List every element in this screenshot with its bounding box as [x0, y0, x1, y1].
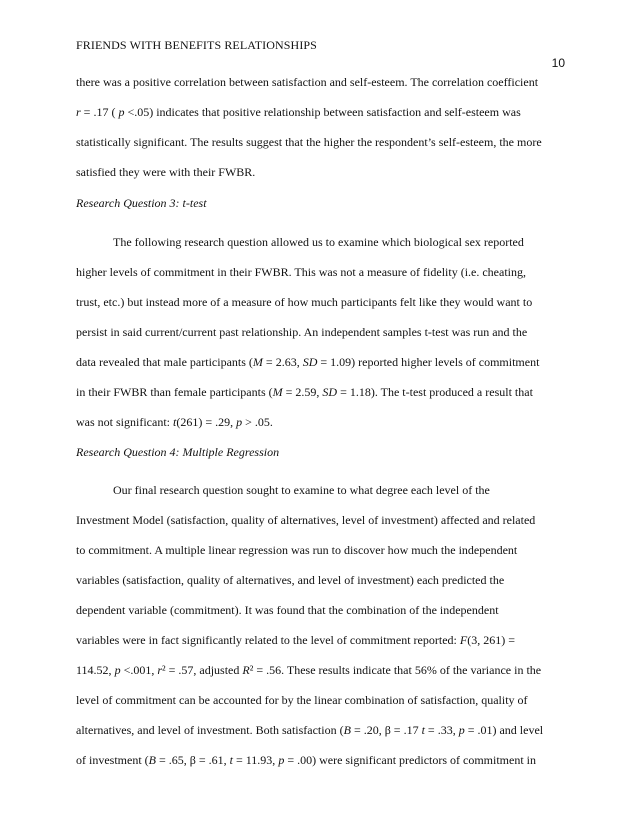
- italic-symbol: p: [114, 663, 121, 677]
- italic-symbol: p: [236, 415, 243, 429]
- text-run: = 1.09) reported higher levels of commitment: [317, 355, 540, 369]
- text-run: <.001,: [120, 663, 158, 677]
- section-heading: Research Question 3: t-test: [76, 196, 207, 210]
- text-run: = 1.18). The t-test produced a result that: [337, 385, 533, 399]
- italic-symbol: M: [272, 385, 283, 399]
- text-run: ² = .57, adjusted: [162, 663, 243, 677]
- text-run: <.05) indicates that positive relationship between satisfaction and self-esteem was: [124, 105, 521, 119]
- text-run: = .20, β = .17: [350, 723, 422, 737]
- text-run: (261) = .29,: [176, 415, 237, 429]
- text-run: = .17 (: [80, 105, 119, 119]
- italic-symbol: SD: [302, 355, 318, 369]
- text-run: ² = .56. These results indicate that 56% of the variance in the: [249, 663, 542, 677]
- text-run: = 2.63,: [262, 355, 303, 369]
- text-run: = .00) were significant predictors of commitment in: [284, 753, 537, 767]
- text-line: variables (satisfaction, quality of alternatives, and level of investment) each predicted the: [76, 573, 505, 587]
- text-run: = 11.93,: [232, 753, 279, 767]
- running-head: FRIENDS WITH BENEFITS RELATIONSHIPS: [76, 38, 317, 52]
- text-line: [76, 355, 566, 369]
- text-line: satisfied they were with their FWBR.: [76, 165, 256, 179]
- italic-symbol: SD: [322, 385, 338, 399]
- italic-symbol: t: [172, 415, 177, 429]
- text-line: [76, 105, 566, 119]
- italic-symbol: M: [252, 355, 263, 369]
- italic-symbol: R: [242, 663, 250, 677]
- italic-symbol: p: [278, 753, 285, 767]
- italic-symbol: r: [76, 105, 81, 119]
- text-line: [76, 663, 566, 677]
- text-run: = .65, β = .61,: [156, 753, 230, 767]
- italic-symbol: p: [118, 105, 125, 119]
- text-run: was not significant:: [76, 415, 173, 429]
- text-line: [76, 633, 566, 647]
- text-run: of investment (: [76, 753, 149, 767]
- text-run: 114.52,: [76, 663, 115, 677]
- text-line: statistically significant. The results suggest that the higher the respondent’s self-esteem, the more: [76, 135, 542, 149]
- text-line: Investment Model (satisfaction, quality of alternatives, level of investment) affected and related: [76, 513, 536, 527]
- text-line: [76, 415, 566, 429]
- text-line: higher levels of commitment in their FWBR. This was not a measure of fidelity (i.e. cheating,: [76, 265, 527, 279]
- text-line: there was a positive correlation between satisfaction and self-esteem. The correlation coefficient: [76, 75, 539, 89]
- italic-symbol: p: [458, 723, 465, 737]
- text-run: = 2.59,: [282, 385, 323, 399]
- text-line: persist in said current/current past relationship. An independent samples t-test was run and the: [76, 325, 528, 339]
- text-line: Our final research question sought to examine to what degree each level of the: [113, 483, 490, 497]
- italic-symbol: t: [229, 753, 233, 767]
- text-run: variables were in fact significantly related to the level of commitment reported:: [76, 633, 460, 647]
- text-run: alternatives, and level of investment. Both satisfaction (: [76, 723, 344, 737]
- text-line: [76, 723, 566, 737]
- italic-symbol: t: [421, 723, 425, 737]
- italic-symbol: B: [343, 723, 351, 737]
- text-line: [76, 385, 566, 399]
- text-line: trust, etc.) but instead more of a measure of how much participants felt like they would want to: [76, 295, 533, 309]
- section-heading: Research Question 4: Multiple Regression: [76, 445, 280, 459]
- text-line: dependent variable (commitment). It was found that the combination of the independent: [76, 603, 499, 617]
- text-run: > .05.: [242, 415, 273, 429]
- italic-symbol: r: [157, 663, 163, 677]
- text-line: [76, 753, 566, 767]
- italic-symbol: F: [459, 633, 468, 647]
- italic-symbol: B: [148, 753, 156, 767]
- text-run: = .33,: [424, 723, 459, 737]
- page-number: 10: [551, 56, 565, 70]
- text-run: in their FWBR than female participants (: [76, 385, 273, 399]
- text-run: (3, 261) =: [467, 633, 515, 647]
- text-run: data revealed that male participants (: [76, 355, 253, 369]
- text-line: The following research question allowed us to examine which biological sex reported: [113, 235, 524, 249]
- text-run: = .01) and level: [464, 723, 544, 737]
- text-line: to commitment. A multiple linear regression was run to discover how much the independent: [76, 543, 518, 557]
- text-line: level of commitment can be accounted for by the linear combination of satisfaction, quality of: [76, 693, 528, 707]
